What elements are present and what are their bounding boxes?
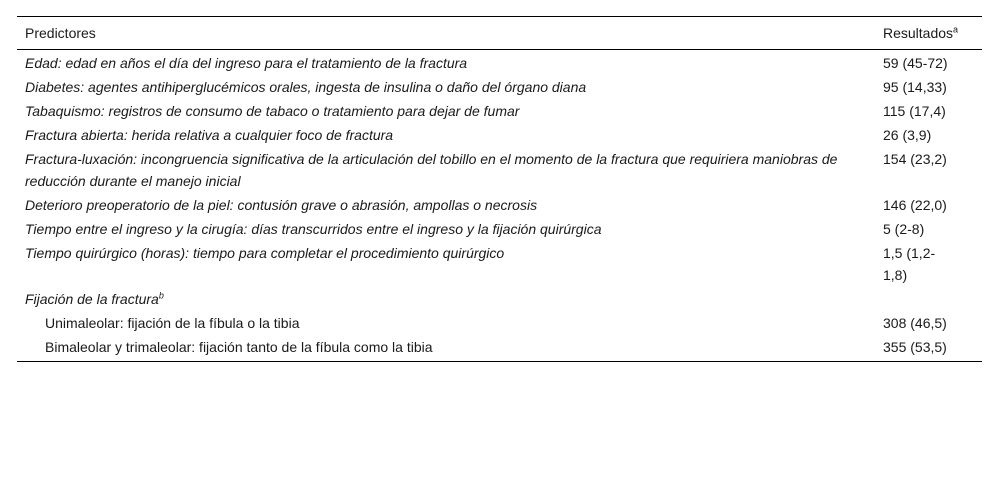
result-cell: 59 (45-72) xyxy=(883,55,948,71)
predictor-cell: Deterioro preoperatorio de la piel: contusión grave o abrasión, ampollas o necrosis xyxy=(25,197,538,213)
result-cell: 154 (23,2) xyxy=(883,151,947,167)
fixation-label-text: Fijación de la fractura xyxy=(25,291,159,307)
predictors-table-container xyxy=(17,16,982,362)
header-results-footnote-marker: a xyxy=(953,24,959,35)
predictor-cell: Edad: edad en años el día del ingreso para el tratamiento de la fractura xyxy=(25,55,468,71)
fixation-group-row xyxy=(17,288,982,312)
table-row xyxy=(17,148,982,194)
result-cell: 115 (17,4) xyxy=(883,103,946,119)
header-predictors: Predictores xyxy=(25,25,96,41)
predictor-cell: Tiempo quirúrgico (horas): tiempo para completar el procedimiento quirúrgico xyxy=(25,245,505,261)
predictor-cell: Fractura-luxación: incongruencia significativa de la articulación del tobillo en el momento de la fractura que requiriera maniobras de reducción durante el manejo inicial xyxy=(25,151,838,189)
table-header-row xyxy=(17,17,982,50)
table-subrow xyxy=(17,312,982,336)
subpredictor-cell: Bimaleolar y trimaleolar: fijación tanto de la fíbula como la tibia xyxy=(45,339,433,355)
table-row xyxy=(17,50,982,77)
table-row xyxy=(17,124,982,148)
table-row xyxy=(17,218,982,242)
predictor-cell: Tiempo entre el ingreso y la cirugía: días transcurridos entre el ingreso y la fijación quirúrgica xyxy=(25,221,602,237)
fixation-footnote-marker: b xyxy=(158,290,164,301)
result-cell: 1,5 (1,2-1,8) xyxy=(883,245,936,283)
result-cell: 308 (46,5) xyxy=(883,315,947,331)
result-cell: 146 (22,0) xyxy=(883,197,947,213)
header-results-label: Resultados xyxy=(883,25,954,41)
table-row xyxy=(17,194,982,218)
subpredictor-cell: Unimaleolar: fijación de la fíbula o la tibia xyxy=(45,315,300,331)
header-results xyxy=(875,17,982,50)
table-row xyxy=(17,76,982,100)
table-subrow xyxy=(17,336,982,362)
predictors-table xyxy=(17,16,982,362)
fixation-group-empty-cell xyxy=(875,288,982,312)
predictor-cell: Tabaquismo: registros de consumo de tabaco o tratamiento para dejar de fumar xyxy=(25,103,520,119)
result-cell: 5 (2-8) xyxy=(883,221,925,237)
table-row xyxy=(17,242,982,288)
result-cell: 26 (3,9) xyxy=(883,127,932,143)
table-row xyxy=(17,100,982,124)
fixation-group-label xyxy=(17,288,875,312)
result-cell: 355 (53,5) xyxy=(883,339,947,355)
predictor-cell: Diabetes: agentes antihiperglucémicos orales, ingesta de insulina o daño del órgano diana xyxy=(25,79,587,95)
result-cell: 95 (14,33) xyxy=(883,79,947,95)
predictor-cell: Fractura abierta: herida relativa a cualquier foco de fractura xyxy=(25,127,394,143)
